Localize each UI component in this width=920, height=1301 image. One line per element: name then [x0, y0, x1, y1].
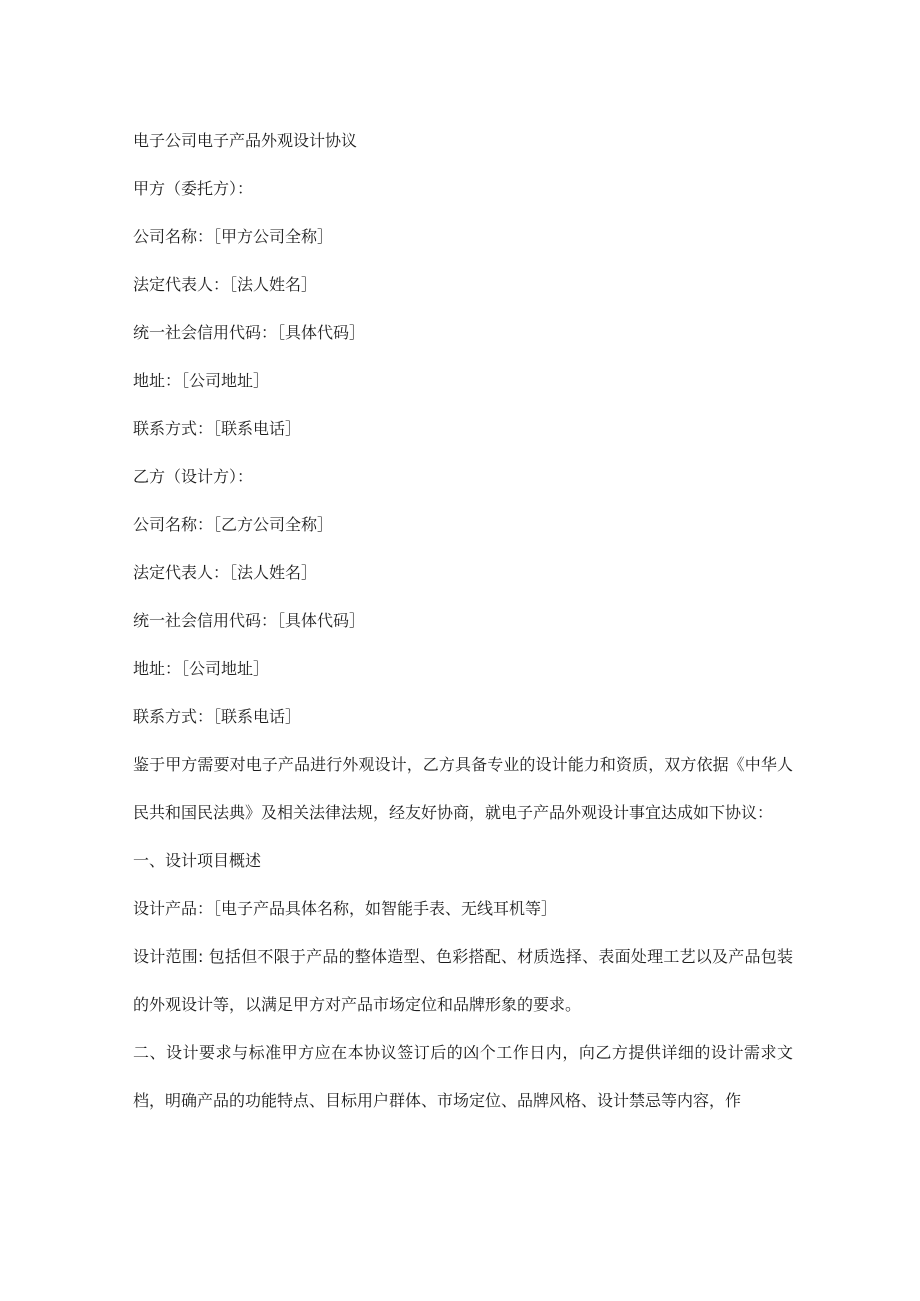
party-b-credit-code: 统一社会信用代码：［具体代码］ [133, 611, 366, 630]
party-b-legal-rep: 法定代表人：［法人姓名］ [133, 563, 318, 582]
party-b-contact: 联系方式：［联系电话］ [133, 707, 302, 726]
party-a-legal-rep: 法定代表人：［法人姓名］ [133, 275, 318, 294]
party-b-heading: 乙方（设计方）： [133, 467, 254, 486]
section-2-paragraph: 二、设计要求与标准甲方应在本协议签订后的凶个工作日内，向乙方提供详细的设计需求文档，明确产品的功能特点、目标用户群体、市场定位、品牌风格、设计禁忌等内容，作 [133, 1043, 793, 1110]
party-a-credit-code: 统一社会信用代码：［具体代码］ [133, 323, 366, 342]
party-a-contact: 联系方式：［联系电话］ [133, 419, 302, 438]
party-a-heading: 甲方（委托方）： [133, 179, 254, 198]
design-product-line: 设计产品：［电子产品具体名称，如智能手表、无线耳机等］ [133, 899, 558, 918]
document-title: 电子公司电子产品外观设计协议 [133, 131, 358, 150]
section-1-heading: 一、设计项目概述 [133, 851, 262, 870]
party-b-company-name: 公司名称：［乙方公司全称］ [133, 515, 334, 534]
party-a-company-name: 公司名称：［甲方公司全称］ [133, 227, 334, 246]
preamble-paragraph: 鉴于甲方需要对电子产品进行外观设计，乙方具备专业的设计能力和资质，双方依据《中华人民共和国民法典》及相关法律法规，经友好协商，就电子产品外观设计事宜达成如下协议： [133, 755, 793, 822]
design-scope-paragraph: 设计范围: 包括但不限于产品的整体造型、色彩搭配、材质选择、表面处理工艺以及产品包装的外观设计等，以满足甲方对产品市场定位和品牌形象的要求。 [133, 947, 793, 1014]
party-a-address: 地址：［公司地址］ [133, 371, 270, 390]
document-body [133, 117, 793, 1125]
party-b-address: 地址：［公司地址］ [133, 659, 270, 678]
